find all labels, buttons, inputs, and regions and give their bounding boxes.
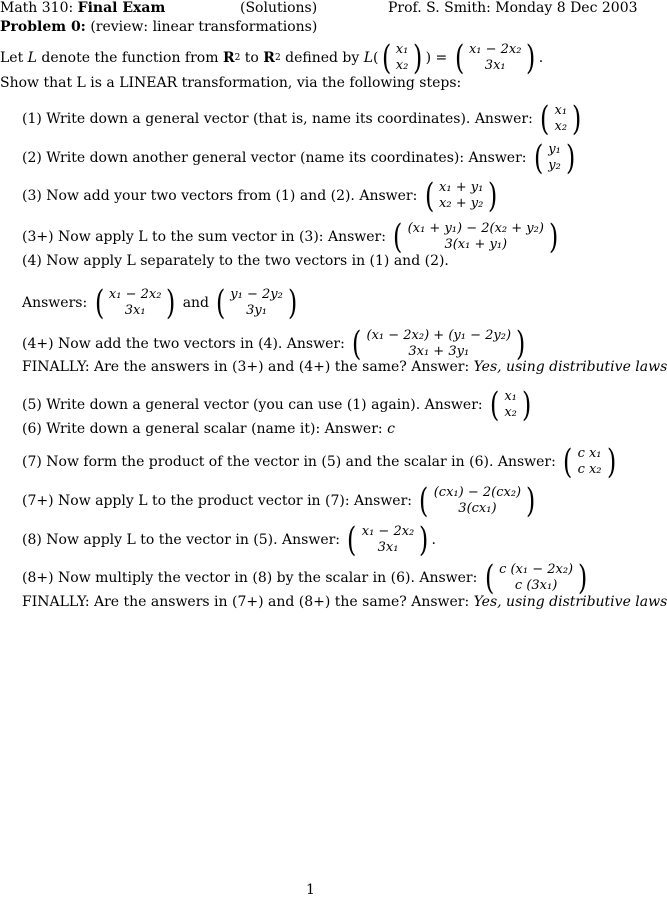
vector-entry: 3(x₁ + y₁) [444,237,508,252]
vector-entry: (x₁ − 2x₂) + (y₁ − 2y₂) [366,328,512,343]
vector-entry: x₁ − 2x₂ [108,287,162,302]
def-text: Let [0,50,24,66]
math-R: R [222,50,235,66]
vector-entry: 3x₁ + 3y₁ [408,344,470,359]
vector-entry: x₁ + y₁ [439,180,484,195]
vector-entry: x₂ + y₂ [439,196,484,211]
vector-entry: 3x₁ [484,58,506,73]
step-4a [22,282,300,324]
step-text: (8+) Now multiply the vector in (8) by the scalar in (6). Answer: [22,570,478,586]
step-3 [22,175,501,217]
step-text: FINALLY: Are the answers in (7+) and (8+) the same? Answer: [22,594,470,610]
professor-date: Prof. S. Smith: Monday 8 Dec 2003 [388,0,638,16]
definition-input-vector: ( x₁ x₂ ) [381,38,423,78]
step-text: (5) Write down a general vector (you can use (1) again). Answer: [22,397,483,413]
step-text: (7+) Now apply L to the product vector in (7): Answer: [22,493,413,509]
course-number: Math 310: [0,0,74,16]
answer-vector: ( c x₁ c x₂ ) [563,442,616,482]
answer-vector: ( (x₁ − 2x₂) + (y₁ − 2y₂) 3x₁ + 3y₁ ) [352,324,526,364]
solutions-label: (Solutions) [240,0,318,16]
math-R: R [263,50,275,66]
vector-entry: c x₂ [577,462,602,477]
answer-text: Yes, using distributive laws [473,359,667,375]
vector-entry: 3x₁ [124,303,146,318]
step-text: (4) Now apply L separately to the two vectors in (1) and (2). [22,253,449,269]
vector-entry: c x₁ [577,446,602,461]
step-text: FINALLY: Are the answers in (3+) and (4+) the same? Answer: [22,359,470,375]
instruction-line: Show that L is a LINEAR transformation, via the following steps: [0,75,462,91]
math-L: L [363,50,374,66]
problem-title-line [0,19,317,35]
definition-output-vector: ( x₁ − 2x₂ 3x₁ ) [454,38,536,78]
vector-entry: x₁ [554,103,568,118]
answer-vector: ( c (x₁ − 2x₂) c (3x₁) ) [484,558,588,598]
step-2 [22,137,578,179]
vector-entry: x₂ [395,58,409,73]
step-text: (3+) Now apply L to the sum vector in (3): Answer: [22,229,386,245]
math-L: L [27,50,37,66]
step-8p [22,557,590,599]
answer-vector: ( x₁ x₂ ) [540,99,582,139]
answer-vector: ( y₁ − 2y₂ 3y₁ ) [216,283,298,323]
answer-vector: ( x₁ − 2x₂ 3x₁ ) [94,283,176,323]
step-7p [22,480,538,522]
answer-text: c [387,421,395,437]
vector-entry: x₁ [504,389,517,404]
vector-entry: x₂ [504,405,517,420]
step-text: (6) Write down a general scalar (name it): Answer: [22,421,383,437]
def-text: denote the function from [41,50,219,66]
step-5 [22,384,534,426]
answer-vector: ( x₁ x₂ ) [490,385,532,425]
vector-entry: x₂ [554,119,568,134]
answer-vector: ( x₁ + y₁ x₂ + y₂ ) [424,176,498,216]
vector-entry: 3y₁ [246,303,267,318]
step-text: (7) Now form the product of the vector in (5) and the scalar in (6). Answer: [22,454,556,470]
vector-entry: x₁ − 2x₂ [468,42,522,57]
vector-entry: y₂ [548,158,561,173]
exam-title: Final Exam [77,0,166,16]
step-text: (1) Write down a general vector (that is, name its coordinates). Answer: [22,111,533,127]
vector-entry: y₁ − 2y₂ [230,287,283,302]
step-text: (8) Now apply L to the vector in (5). Answer: [22,532,341,548]
problem-subtitle: (review: linear transformations) [90,19,318,35]
vector-entry: x₁ − 2x₂ [361,524,415,539]
step-7 [22,441,619,483]
answer-vector: ( (x₁ + y₁) − 2(x₂ + y₂) 3(x₁ + y₁) ) [393,217,559,257]
definition-line: Let L denote the function from R 2 to R 2 defined by L ( ( x₁ x₂ ) ) = ( x₁ − 2x₂ 3x₁ ) . [0,38,544,78]
def-text: to [244,50,259,66]
vector-entry: c (x₁ − 2x₂) [499,562,574,577]
step-text: (2) Write down another general vector (name its coordinates): Answer: [22,150,527,166]
problem-title: Problem 0: [0,19,86,35]
vector-entry: c (3x₁) [514,578,558,593]
step-fin2 [22,594,667,610]
suffix: . [431,532,436,548]
step-text: (4+) Now add the two vectors in (4). Answer: [22,336,345,352]
def-text: defined by [285,50,360,66]
answer-vector: ( x₁ − 2x₂ 3x₁ ) [347,520,429,560]
step-4 [22,253,449,269]
answer-text: Yes, using distributive laws [473,594,667,610]
page-number: 1 [306,882,315,898]
step-8 [22,519,436,561]
step-text: (3) Now add your two vectors from (1) and (2). Answer: [22,188,418,204]
and-text: and [182,295,210,311]
step-6 [22,421,395,437]
answer-vector: ( y₁ y₂ ) [533,138,576,178]
course-label [0,0,165,16]
vector-entry: 3x₁ [377,540,399,555]
vector-entry: (x₁ + y₁) − 2(x₂ + y₂) [407,221,544,236]
vector-entry: x₁ [395,42,409,57]
answer-vector: ( (cx₁) − 2(cx₂) 3(cx₁) ) [419,481,536,521]
vector-entry: (cx₁) − 2(cx₂) [433,485,522,500]
step-3p [22,216,561,258]
vector-entry: y₁ [548,142,561,157]
vector-entry: 3(cx₁) [458,501,497,516]
step-text: Answers: [22,295,88,311]
step-1 [22,98,584,140]
step-fin1 [22,359,667,375]
